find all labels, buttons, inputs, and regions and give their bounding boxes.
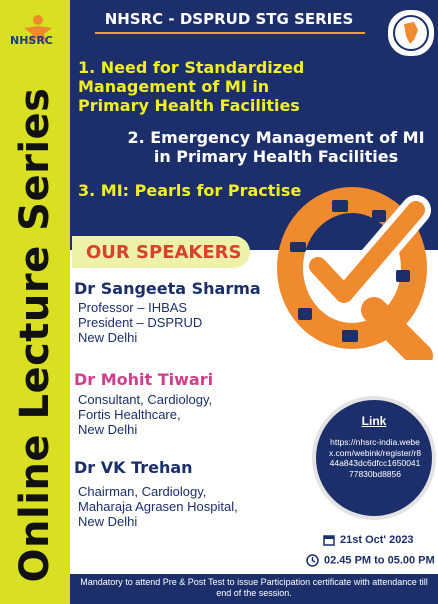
q-checkmark-icon bbox=[270, 170, 438, 360]
speaker-details-3 bbox=[78, 484, 238, 529]
speaker-details-1 bbox=[78, 300, 202, 345]
speaker-2-line-3: New Delhi bbox=[78, 422, 138, 437]
calendar-icon bbox=[323, 534, 335, 546]
clock-icon bbox=[306, 554, 319, 567]
title-underline bbox=[95, 32, 365, 34]
speaker-name-3: Dr VK Trehan bbox=[74, 458, 193, 477]
topic-1: 1. Need for Standardized Management of MI in Primary Health Facilities bbox=[78, 58, 305, 115]
speaker-name-2: Dr Mohit Tiwari bbox=[74, 370, 214, 389]
event-date bbox=[323, 534, 414, 546]
event-date-text: 21st Oct' 2023 bbox=[340, 534, 414, 546]
speaker-1-line-2: President – DSPRUD bbox=[78, 315, 203, 330]
topic-3: 3. MI: Pearls for Practise bbox=[78, 181, 302, 200]
registration-link[interactable]: https://nhsrc-india.webex.com/webink/register/r844a843dc6dfcc165004177830bd8856 bbox=[328, 437, 422, 479]
dsprud-emblem-icon bbox=[386, 8, 436, 58]
speakers-heading: OUR SPEAKERS bbox=[86, 242, 242, 263]
speaker-1-line-1: Professor – IHBAS bbox=[78, 300, 188, 315]
logo-text: NHSRC bbox=[10, 34, 53, 47]
vertical-title: Online Lecture Series bbox=[12, 87, 58, 583]
topic-2: 2. Emergency Management of MI in Primary Health Facilities bbox=[127, 128, 425, 166]
speaker-1-line-3: New Delhi bbox=[78, 330, 138, 345]
speaker-2-line-2: Fortis Healthcare, bbox=[78, 407, 181, 422]
speaker-3-line-2: Maharaja Agrasen Hospital, bbox=[78, 499, 238, 514]
link-title: Link bbox=[361, 414, 387, 428]
speaker-2-line-1: Consultant, Cardiology, bbox=[78, 392, 213, 407]
speaker-3-line-1: Chairman, Cardiology, bbox=[78, 484, 207, 499]
speaker-name-1: Dr Sangeeta Sharma bbox=[74, 279, 261, 298]
speaker-details-2 bbox=[78, 392, 212, 437]
footer-note: Mandatory to attend Pre & Post Test to issue Participation certificate with attendance till end of the session. bbox=[80, 577, 428, 598]
speaker-3-line-3: New Delhi bbox=[78, 514, 138, 529]
event-time-text: 02.45 PM to 05.00 PM bbox=[324, 554, 435, 567]
event-time bbox=[306, 554, 435, 567]
series-title: NHSRC - DSPRUD STG SERIES bbox=[104, 10, 354, 28]
